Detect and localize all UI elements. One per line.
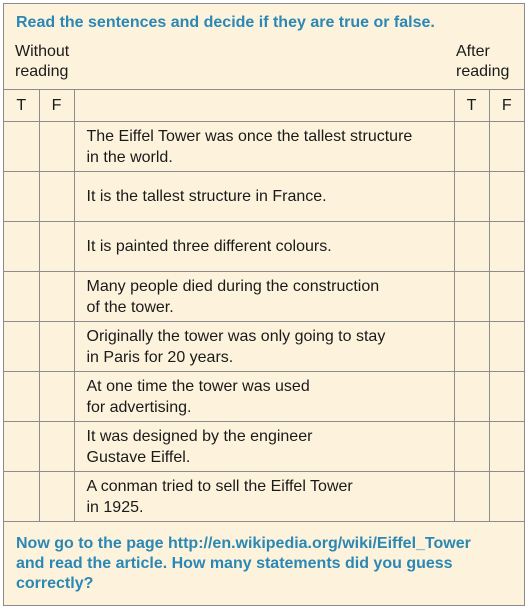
table-header-row (4, 90, 524, 122)
before-true-cell[interactable] (4, 422, 39, 472)
before-true-cell[interactable] (4, 272, 39, 322)
statement-line: It is the tallest structure in France. (86, 188, 327, 205)
footer-line3: correctly? (16, 575, 94, 592)
table-row (4, 172, 524, 222)
after-reading-heading (456, 42, 509, 82)
after-true-cell[interactable] (454, 222, 489, 272)
after-true-cell[interactable] (454, 472, 489, 522)
after-reading-line1: After (456, 43, 490, 60)
statement-line: in Paris for 20 years. (86, 348, 234, 366)
after-true-cell[interactable] (454, 172, 489, 222)
before-false-cell[interactable] (39, 122, 74, 172)
after-false-cell[interactable] (489, 322, 524, 372)
table-row (4, 272, 524, 322)
before-true-cell[interactable] (4, 322, 39, 372)
before-true-header: T (4, 90, 39, 122)
before-true-cell[interactable] (4, 222, 39, 272)
without-reading-heading (15, 42, 69, 82)
before-true-cell[interactable] (4, 172, 39, 222)
statement-line: in the world. (86, 148, 173, 166)
statement-line: for advertising. (86, 398, 192, 416)
statement-text (74, 122, 454, 172)
after-reading-line2: reading (456, 63, 510, 80)
footer-line2: and read the article. How many statements did you guess (16, 555, 453, 572)
table-row (4, 472, 524, 522)
statement-line: The Eiffel Tower was once the tallest structure (86, 127, 413, 145)
after-true-header: T (454, 90, 489, 122)
after-false-cell[interactable] (489, 272, 524, 322)
before-true-cell[interactable] (4, 122, 39, 172)
statement-text (74, 322, 454, 372)
statement-line: Originally the tower was only going to stay (86, 327, 386, 345)
without-reading-line1: Without (15, 43, 70, 60)
before-false-cell[interactable] (39, 172, 74, 222)
table-row (4, 372, 524, 422)
statement-line: At one time the tower was used (86, 377, 310, 395)
table-row (4, 322, 524, 372)
statement-line: Gustave Eiffel. (86, 448, 191, 466)
after-true-cell[interactable] (454, 122, 489, 172)
before-false-header: F (39, 90, 74, 122)
statement-line: It is painted three different colours. (86, 238, 332, 255)
footer-line1: Now go to the page http://en.wikipedia.org/wiki/Eiffel_Tower (16, 535, 471, 552)
statement-line: A conman tried to sell the Eiffel Tower (86, 477, 353, 495)
instruction-heading: Read the sentences and decide if they are true or false. (16, 14, 435, 31)
after-false-cell[interactable] (489, 422, 524, 472)
table-row (4, 422, 524, 472)
statement-text (74, 222, 454, 272)
before-true-cell[interactable] (4, 472, 39, 522)
after-true-cell[interactable] (454, 272, 489, 322)
statement-text (74, 272, 454, 322)
before-false-cell[interactable] (39, 422, 74, 472)
table-row (4, 222, 524, 272)
statement-line: Many people died during the construction (86, 277, 380, 295)
statement-text (74, 422, 454, 472)
before-false-cell[interactable] (39, 372, 74, 422)
statement-text (74, 472, 454, 522)
before-true-cell[interactable] (4, 372, 39, 422)
before-false-cell[interactable] (39, 272, 74, 322)
statement-header-blank (74, 90, 454, 122)
true-false-table (4, 89, 524, 522)
statement-line: in 1925. (86, 498, 144, 516)
statement-text (74, 172, 454, 222)
statement-text (74, 372, 454, 422)
after-false-cell[interactable] (489, 372, 524, 422)
table-row (4, 122, 524, 172)
statement-line: of the tower. (86, 298, 174, 316)
after-true-cell[interactable] (454, 422, 489, 472)
without-reading-line2: reading (15, 63, 69, 80)
after-true-cell[interactable] (454, 322, 489, 372)
after-false-cell[interactable] (489, 472, 524, 522)
after-false-cell[interactable] (489, 122, 524, 172)
follow-up-prompt (16, 534, 516, 594)
worksheet-panel (3, 3, 525, 606)
statement-line: It was designed by the engineer (86, 427, 313, 445)
after-false-header: F (489, 90, 524, 122)
after-true-cell[interactable] (454, 372, 489, 422)
before-false-cell[interactable] (39, 322, 74, 372)
after-false-cell[interactable] (489, 172, 524, 222)
before-false-cell[interactable] (39, 222, 74, 272)
before-false-cell[interactable] (39, 472, 74, 522)
after-false-cell[interactable] (489, 222, 524, 272)
